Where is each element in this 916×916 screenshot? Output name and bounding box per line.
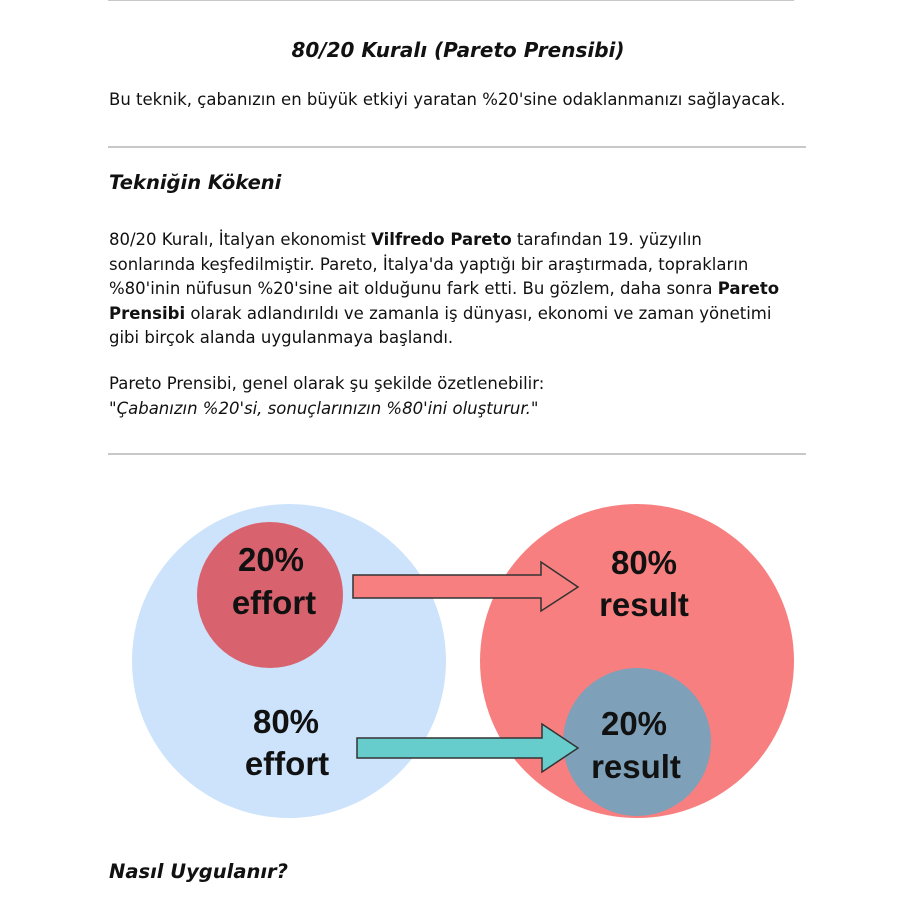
summary-quote: "Çabanızın %20'si, sonuçlarınızın %80'ini oluşturur." xyxy=(109,398,539,418)
section-heading-origin: Tekniğin Kökeni xyxy=(109,171,282,194)
name-vilfredo-pareto: Vilfredo Pareto xyxy=(371,230,512,249)
origin-text-3: olarak adlandırıldı ve zamanla iş dünyası, ekonomi ve zaman yönetimi gibi birçok alanda uygulanmaya başlandı. xyxy=(109,303,772,347)
page-title: 80/20 Kuralı (Pareto Prensibi) xyxy=(291,38,625,62)
term-pareto-prensibi: Pareto Prensibi xyxy=(109,279,780,323)
intro-paragraph: Bu teknik, çabanızın en büyük etkiyi yaratan %20'sine odaklanmanızı sağlayacak. xyxy=(109,90,786,109)
effort-small-pct: 20% xyxy=(237,541,305,578)
result-small-pct: 20% xyxy=(600,705,668,742)
section-heading-how-to: Nasıl Uygulanır? xyxy=(109,860,288,883)
result-large-label: result xyxy=(599,586,689,623)
origin-text-2: tarafından 19. yüzyılın sonlarında keşfedilmiştir. Pareto, İtalya'da yaptığı bir araştırmada, toprakların %80'inin nüfusun %20'sine ait olduğunu fark etti. Bu gözlem, daha sonra xyxy=(109,230,749,298)
result-small-circle xyxy=(563,668,711,816)
effort-small-label: effort xyxy=(231,584,317,621)
result-small-label: result xyxy=(591,748,681,785)
origin-text-1: 80/20 Kuralı, İtalyan ekonomist xyxy=(109,230,372,249)
result-large-pct: 80% xyxy=(610,544,678,581)
effort-large-pct: 80% xyxy=(252,703,320,740)
effort-large-label: effort xyxy=(244,745,330,782)
summary-line: Pareto Prensibi, genel olarak şu şekilde özetlenebilir: xyxy=(109,374,545,393)
